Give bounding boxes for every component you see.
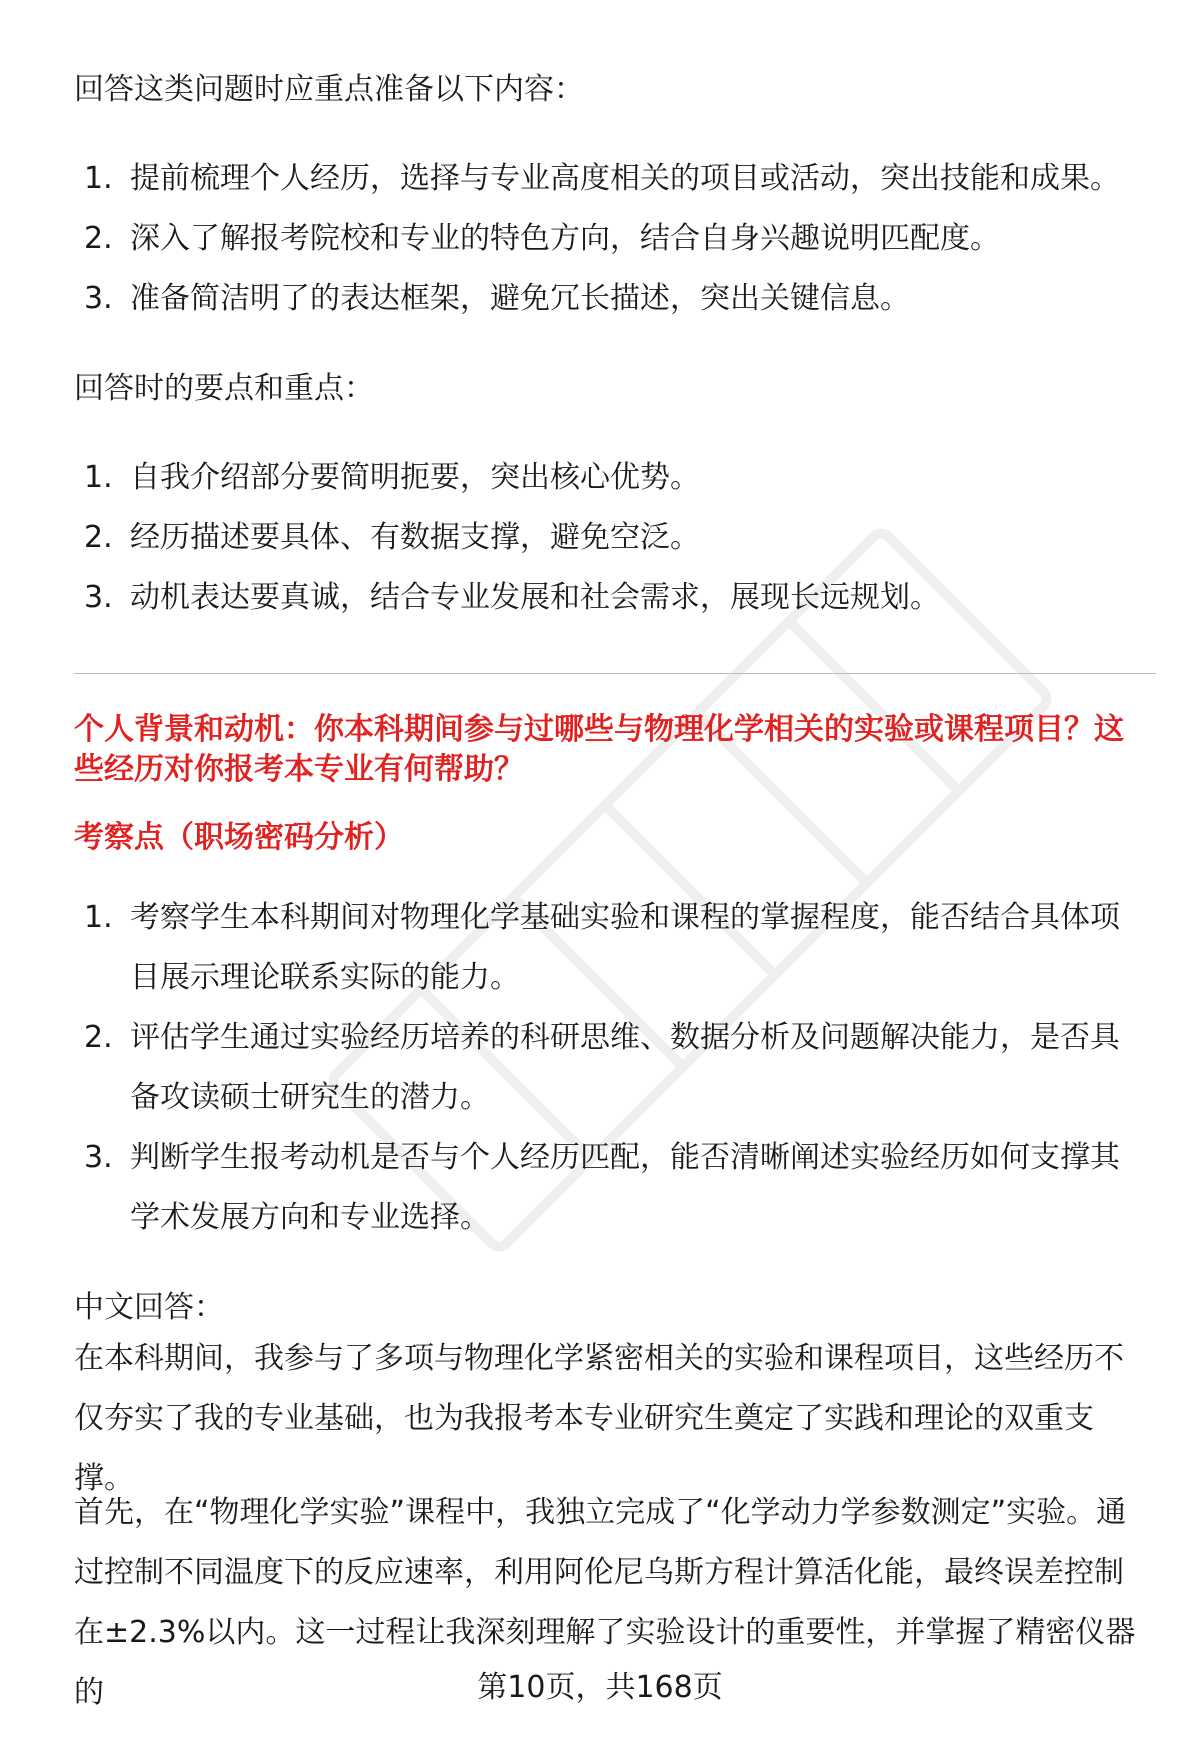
list-text: 深入了解报考院校和专业的特色方向，结合自身兴趣说明匹配度。 (130, 221, 1000, 256)
list-text: 经历描述要具体、有数据支撑，避免空泛。 (130, 520, 700, 555)
list-number: 3. (84, 580, 113, 615)
list-text: 动机表达要真诚，结合专业发展和社会需求，展现长远规划。 (130, 580, 940, 615)
list-number: 1. (84, 900, 113, 935)
list-number: 1. (84, 161, 113, 196)
answer-heading: 中文回答： (74, 1290, 224, 1325)
section-divider (74, 673, 1156, 674)
list-text: 考察学生本科期间对物理化学基础实验和课程的掌握程度，能否结合具体项目展示理论联系实际的能力。 (130, 900, 1120, 995)
list-number: 2. (84, 1020, 113, 1055)
list-number: 1. (84, 460, 113, 495)
answer-paragraph-2: 首先，在“物理化学实验”课程中，我独立完成了“化学动力学参数测定”实验。通过控制不同温度下的反应速率，利用阿伦尼乌斯方程计算活化能，最终误差控制在±2.3%以内。这一过程让我深刻理解了实验设计的重要性，并掌握了精密仪器的 (74, 1495, 1136, 1710)
list-text: 评估学生通过实验经历培养的科研思维、数据分析及问题解决能力，是否具备攻读硕士研究生的潜力。 (130, 1020, 1120, 1115)
question-title: 个人背景和动机：你本科期间参与过哪些与物理化学相关的实验或课程项目？这些经历对你报考本专业有何帮助？ (74, 712, 1124, 787)
analysis-heading: 考察点（职场密码分析） (74, 820, 404, 855)
list-text: 自我介绍部分要简明扼要，突出核心优势。 (130, 460, 700, 495)
list-number: 2. (84, 221, 113, 256)
list-number: 2. (84, 520, 113, 555)
list-text: 提前梳理个人经历，选择与专业高度相关的项目或活动，突出技能和成果。 (130, 161, 1120, 196)
answer-paragraph-1: 在本科期间，我参与了多项与物理化学紧密相关的实验和课程项目，这些经历不仅夯实了我的专业基础，也为我报考本专业研究生奠定了实践和理论的双重支撑。 (74, 1341, 1124, 1496)
keypoints-heading: 回答时的要点和重点： (74, 371, 374, 406)
list-text: 准备简洁明了的表达框架，避免冗长描述，突出关键信息。 (130, 281, 910, 316)
prep-heading: 回答这类问题时应重点准备以下内容： (74, 72, 584, 107)
list-text: 判断学生报考动机是否与个人经历匹配，能否清晰阐述实验经历如何支撑其学术发展方向和专业选择。 (130, 1140, 1120, 1235)
list-number: 3. (84, 1140, 113, 1175)
list-number: 3. (84, 281, 113, 316)
page-number: 第10页，共168页 (477, 1670, 723, 1705)
